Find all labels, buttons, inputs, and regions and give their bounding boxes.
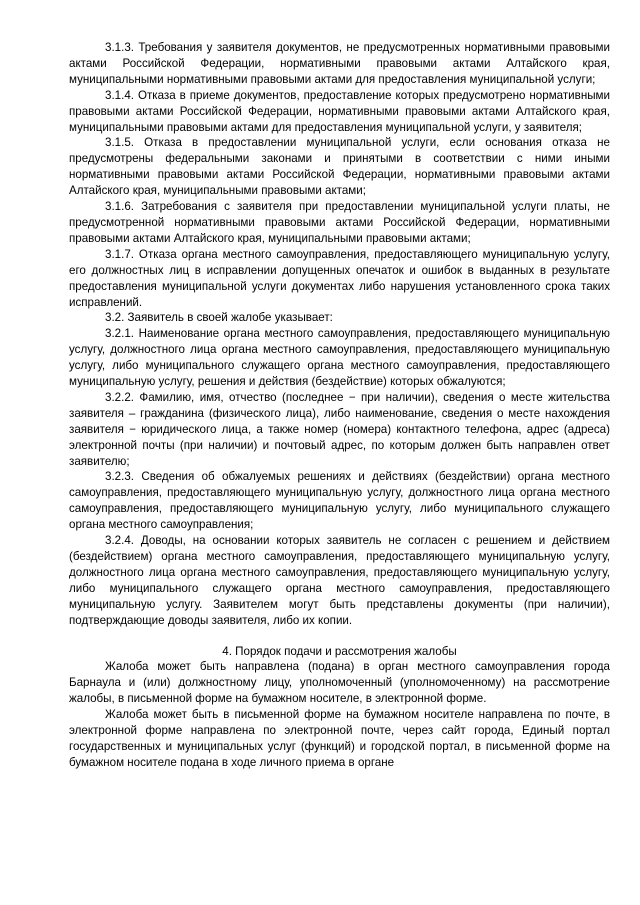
clause-3-1-4: 3.1.4. Отказа в приеме документов, предоставление которых предусмотрено нормативными правовыми актами Российской Федерации, нормативными правовыми актами Алтайского края, муниципальными правовыми актами для предоставления муниципальной услуги, у заявителя;: [69, 88, 610, 134]
clause-3-2-1: 3.2.1. Наименование органа местного самоуправления, предоставляющего муниципальную услугу, должностного лица органа местного самоуправления, предоставляющего муниципальную услугу, либо муниципального служащего органа местного самоуправления, предоставляющего муниципальную услугу, решения и действия (бездействие) которых обжалуются;: [69, 327, 610, 389]
clause-3-1-6: 3.1.6. Затребования с заявителя при предоставлении муниципальной услуги платы, не предусмотренной нормативными правовыми актами Российской Федерации, нормативными правовыми актами Алтайского края, муниципальными правовыми актами;: [69, 200, 610, 245]
clause-3-1-5: 3.1.5. Отказа в предоставлении муниципальной услуги, если основания отказа не предусмотрены федеральными законами и принятыми в соответствии с ними иными нормативными правовыми актами Российской Федерации, нормативными правовыми актами Алтайского края, муниципальными правовыми актами;: [69, 136, 610, 198]
section-paragraph: Жалоба может быть в письменной форме на бумажном носителе направлена по почте, в электронной форме направлена по электронной почте, через сайт города, Единый портал государственных и муниципальных услуг (функций) и городской портал, в письменной форме на бумажном носителе подана в ходе личного приема в органе: [69, 708, 610, 769]
section-paragraph: Жалоба может быть направлена (подана) в орган местного самоуправления города Барнаула и (или) должностному лицу, уполномоченный (уполномоченному) на рассмотрение жалобы, в письменной форме на бумажном носителе, в электронной форме.: [69, 660, 610, 706]
clause-3-2-4: 3.2.4. Доводы, на основании которых заявитель не согласен с решением и действием (бездействием) органа местного самоуправления, предоставляющего муниципальную услугу, должностного лица органа местного самоуправления, предоставляющего муниципальную услугу, либо муниципального служащего органа местного самоуправления, предоставляющего муниципальную услугу. Заявителем могут быть представлены документы (при наличии), подтверждающие доводы заявителя, либо их копии.: [69, 534, 610, 627]
clause-3-2: 3.2. Заявитель в своей жалобе указывает:: [105, 311, 333, 325]
clause-3-1-7: 3.1.7. Отказа органа местного самоуправления, предоставляющего муниципальную услугу, его должностных лиц в исправлении допущенных опечаток и ошибок в выданных в результате предоставления муниципальной услуги документах либо нарушения установленного срока таких исправлений.: [69, 247, 610, 309]
section-heading: 4. Порядок подачи и рассмотрения жалобы: [222, 644, 457, 658]
document-page: [69, 40, 610, 771]
clause-3-1-3: 3.1.3. Требования у заявителя документов, не предусмотренных нормативными правовыми актами Российской Федерации, нормативными правовыми актами Алтайского края, муниципальными нормативными правовыми актами для предоставления муниципальной услуги;: [69, 41, 610, 86]
clause-3-2-2: 3.2.2. Фамилию, имя, отчество (последнее − при наличии), сведения о месте жительства заявителя – гражданина (физического лица), либо наименование, сведения о месте нахождения заявителя − юридического лица, а также номер (номера) контактного телефона, адрес (адреса) электронной почты (при наличии) и почтовый адрес, по которым должен быть направлен ответ заявителю;: [69, 390, 610, 468]
clause-3-2-3: 3.2.3. Сведения об обжалуемых решениях и действиях (бездействии) органа местного самоуправления, предоставляющего муниципальную услугу, должностного лица органа местного самоуправления, предоставляющего муниципальную услугу, либо муниципального служащего органа местного самоуправления;: [69, 470, 610, 532]
